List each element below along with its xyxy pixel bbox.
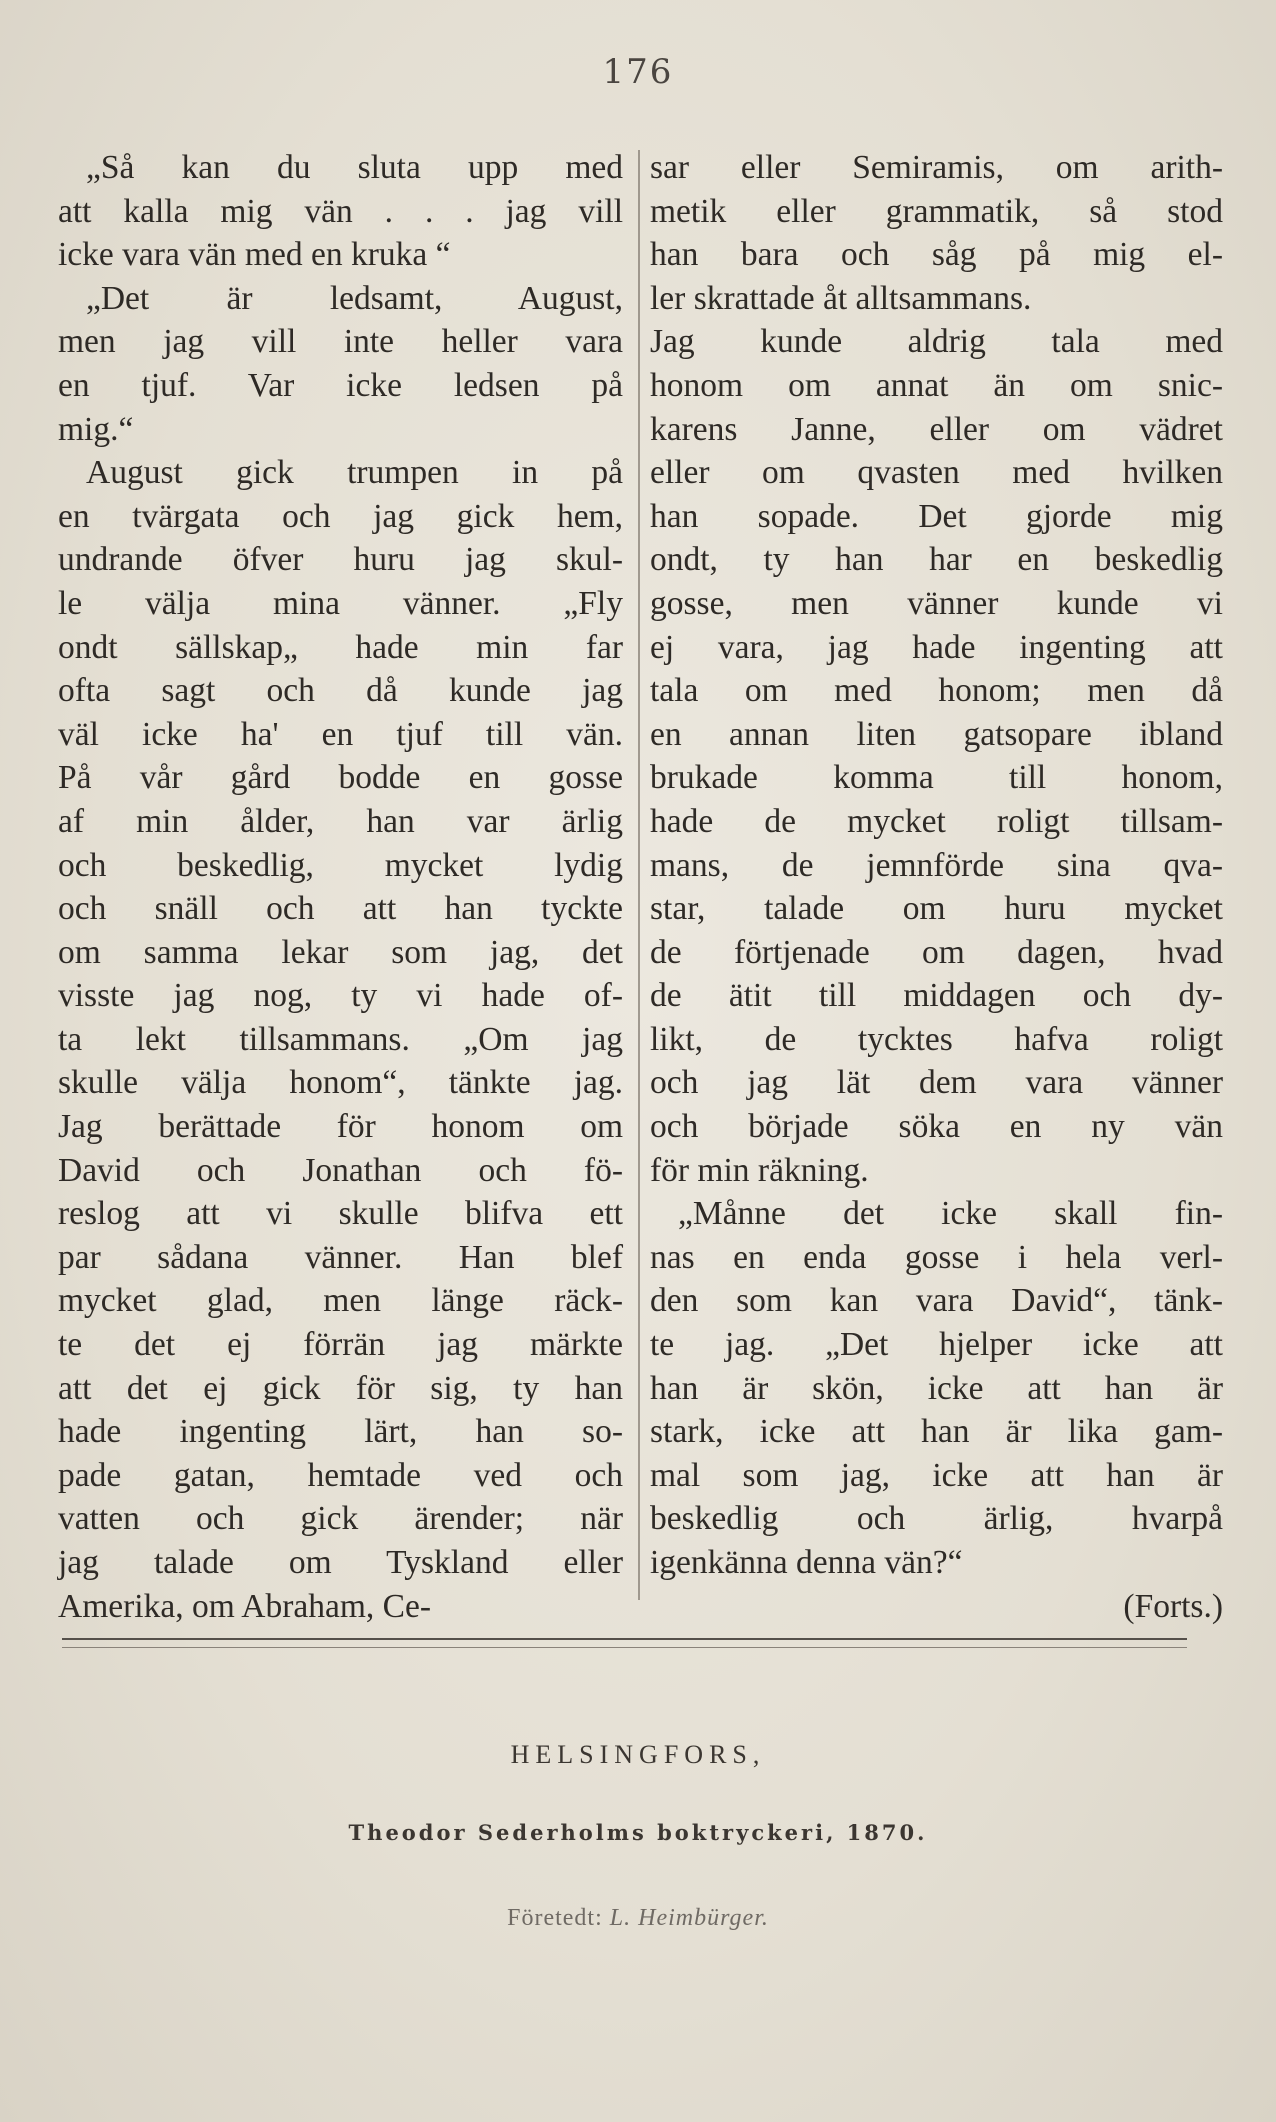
- text-line: ler skrattade åt alltsammans.: [650, 279, 1032, 317]
- text-line: te jag. „Det hjelper icke att: [650, 1326, 1223, 1364]
- text-line: och snäll och att han tyckte: [58, 890, 623, 928]
- text-line: den som kan vara David“, tänk-: [650, 1282, 1223, 1320]
- text-line: „Så kan du sluta upp med: [86, 149, 623, 186]
- text-line: icke vara vän med en kruka “: [58, 236, 451, 274]
- text-line: star, talade om huru mycket: [650, 890, 1223, 928]
- text-line: gosse, men vänner kunde vi: [650, 584, 1223, 622]
- text-line: han sopade. Det gjorde mig: [650, 497, 1223, 535]
- text-line: en tjuf. Var icke ledsen på: [58, 366, 623, 404]
- text-line: ondt sällskap„ hade min far: [58, 628, 623, 666]
- text-line: undrande öfver huru jag skul-: [58, 541, 623, 579]
- text-line: „Det är ledsamt, August,: [86, 279, 623, 317]
- text-line: likt, de tycktes hafva roligt: [650, 1020, 1223, 1058]
- text-line: le välja mina vänner. „Fly: [58, 584, 623, 622]
- text-line: reslog att vi skulle blifva ett: [58, 1195, 623, 1233]
- text-line: karens Janne, eller om vädret: [650, 410, 1223, 448]
- imprint-printer: Theodor Sederholms boktryckeri, 1870.: [348, 1820, 928, 1845]
- text-line: de ätit till middagen och dy-: [650, 977, 1223, 1015]
- text-line: om samma lekar som jag, det: [58, 933, 623, 971]
- right-column: [650, 146, 1223, 1628]
- text-line: en tvärgata och jag gick hem,: [58, 497, 623, 535]
- text-line: nas en enda gosse i hela verl-: [650, 1238, 1223, 1276]
- text-line: brukade komma till honom,: [650, 759, 1223, 797]
- imprint-credit-name: L. Heimbürger.: [609, 1905, 769, 1931]
- text-line: men jag vill inte heller vara: [58, 323, 623, 361]
- text-line: På vår gård bodde en gosse: [58, 759, 623, 797]
- text-line: de förtjenade om dagen, hvad: [650, 933, 1223, 971]
- text-line: skulle välja honom“, tänkte jag.: [58, 1064, 623, 1102]
- imprint-city: HELSINGFORS,: [510, 1740, 766, 1769]
- text-line: mig.“: [58, 410, 134, 448]
- text-line: Jag berättade för honom om: [58, 1108, 623, 1146]
- text-line: en annan liten gatsopare ibland: [650, 715, 1223, 753]
- text-line: mycket glad, men länge räck-: [58, 1282, 623, 1320]
- text-line: och började söka en ny vän: [650, 1108, 1223, 1146]
- text-line: och jag lät dem vara vänner: [650, 1064, 1223, 1102]
- text-line: tala om med honom; men då: [650, 672, 1223, 710]
- text-line: par sådana vänner. Han blef: [58, 1238, 623, 1276]
- text-line: vatten och gick ärender; när: [58, 1500, 623, 1538]
- text-line: ofta sagt och då kunde jag: [58, 672, 623, 710]
- text-line: att kalla mig vän . . . jag vill: [58, 192, 623, 230]
- text-line: (Forts.): [1123, 1587, 1223, 1625]
- left-column: [58, 146, 623, 1628]
- text-line: August gick trumpen in på: [86, 454, 623, 492]
- text-line: Amerika, om Abraham, Ce-: [58, 1587, 432, 1625]
- text-line: ondt, ty han har en beskedlig: [650, 541, 1223, 579]
- text-line: stark, icke att han är lika gam-: [650, 1413, 1223, 1451]
- text-line: och beskedlig, mycket lydig: [58, 846, 623, 884]
- text-line: han är skön, icke att han är: [650, 1369, 1223, 1407]
- text-line: David och Jonathan och fö-: [58, 1151, 623, 1189]
- text-line: mal som jag, icke att han är: [650, 1456, 1223, 1494]
- text-line: beskedlig och ärlig, hvarpå: [650, 1500, 1223, 1538]
- text-line: visste jag nog, ty vi hade of-: [58, 977, 623, 1015]
- imprint-credit: [0, 1905, 1276, 1932]
- text-line: väl icke ha' en tjuf till vän.: [58, 715, 623, 753]
- text-line: „Månne det icke skall fin-: [678, 1195, 1223, 1233]
- text-line: han bara och såg på mig el-: [650, 236, 1223, 274]
- text-line: hade ingenting lärt, han so-: [58, 1413, 623, 1451]
- text-line: igenkänna denna vän?“: [650, 1544, 963, 1581]
- column-divider: [638, 150, 640, 1600]
- text-line: honom om annat än om snic-: [650, 366, 1223, 404]
- closing-rule: [62, 1638, 1187, 1640]
- text-line: att det ej gick för sig, ty han: [58, 1369, 623, 1407]
- text-line: Jag kunde aldrig tala med: [650, 323, 1223, 361]
- imprint-credit-label: Företedt:: [507, 1905, 603, 1931]
- text-line: för min räkning.: [650, 1151, 869, 1189]
- text-line: ta lekt tillsammans. „Om jag: [58, 1020, 623, 1058]
- text-line: pade gatan, hemtade ved och: [58, 1456, 623, 1494]
- text-line: af min ålder, han var ärlig: [58, 802, 623, 840]
- text-line: te det ej förrän jag märkte: [58, 1326, 623, 1364]
- text-line: mans, de jemnförde sina qva-: [650, 846, 1223, 884]
- text-line: ej vara, jag hade ingenting att: [650, 628, 1223, 666]
- text-line: metik eller grammatik, så stod: [650, 192, 1223, 230]
- text-line: sar eller Semiramis, om arith-: [650, 149, 1223, 186]
- closing-rule-thin: [62, 1647, 1187, 1648]
- text-line: hade de mycket roligt tillsam-: [650, 802, 1223, 840]
- page-number: 176: [602, 52, 674, 92]
- text-line: eller om qvasten med hvilken: [650, 454, 1223, 492]
- text-line: jag talade om Tyskland eller: [58, 1544, 623, 1581]
